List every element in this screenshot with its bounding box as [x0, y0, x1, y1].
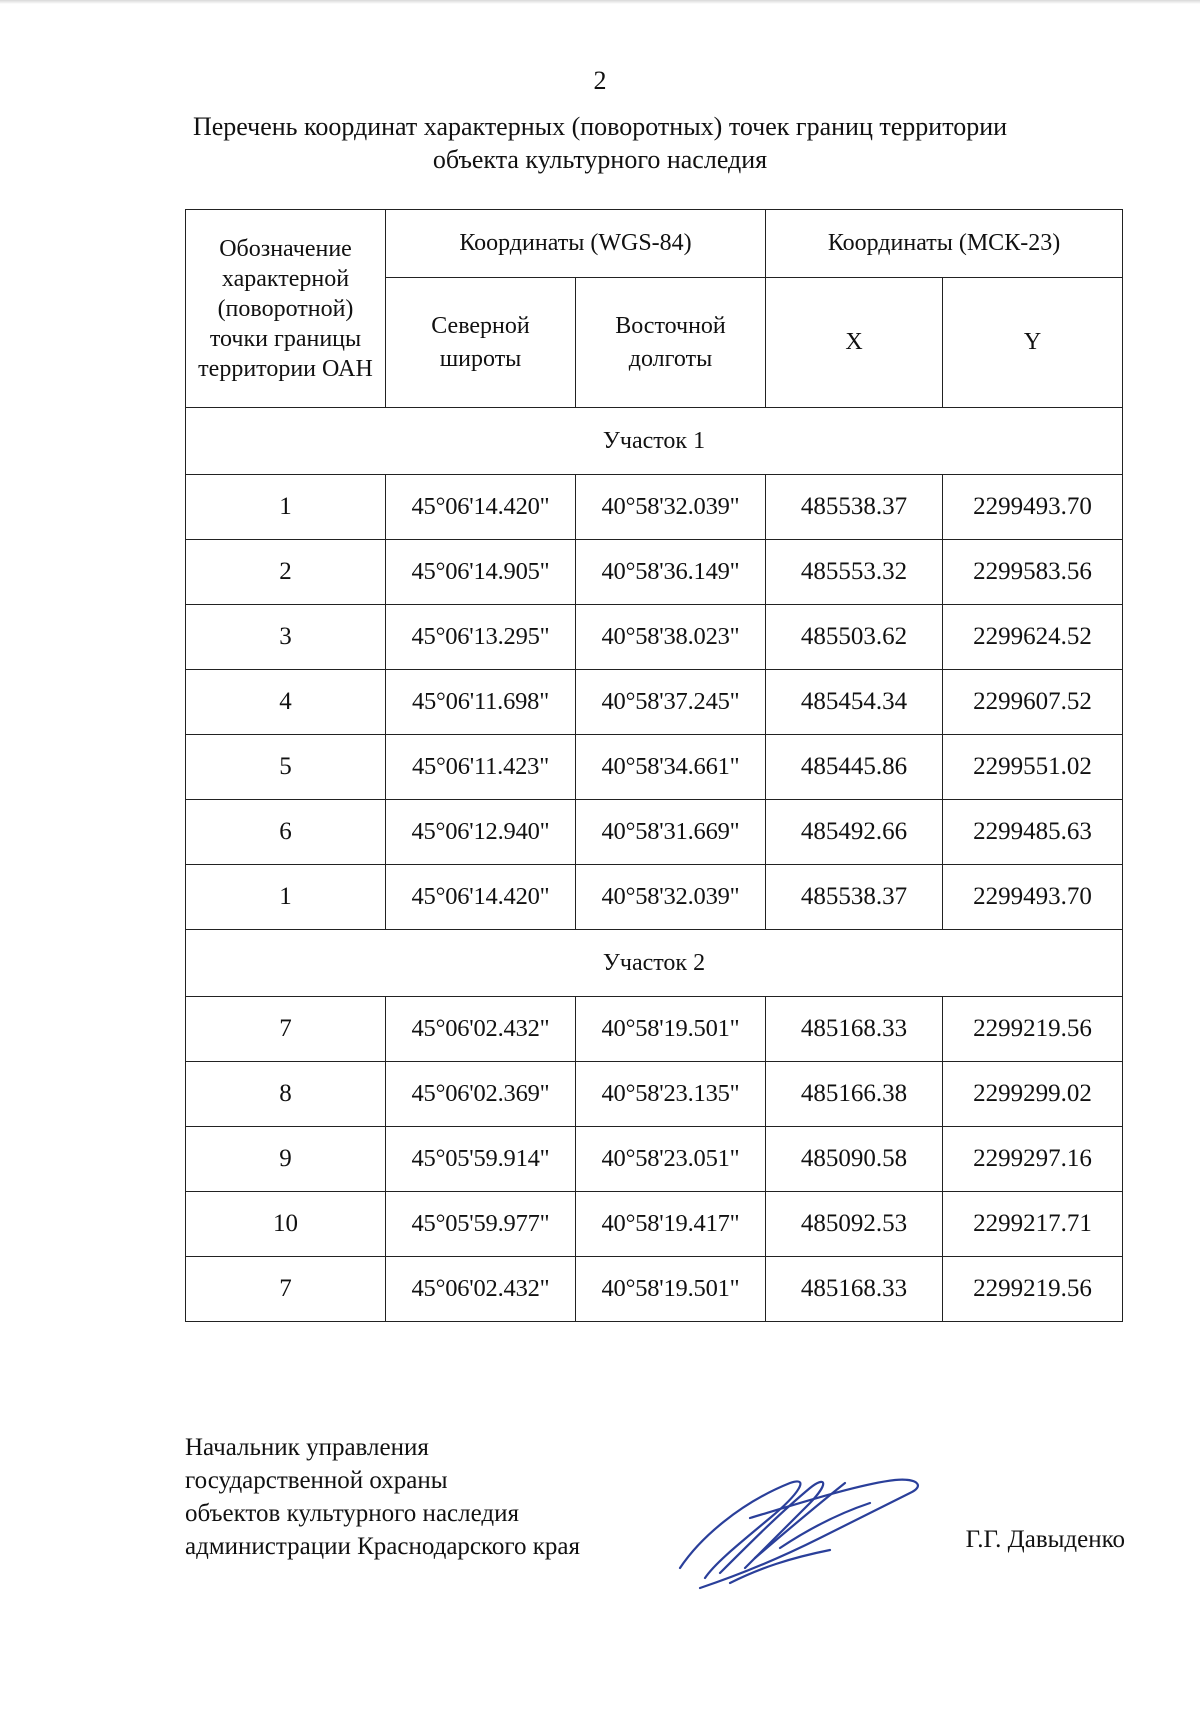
cell-longitude: 40°58'31.669" — [576, 800, 766, 865]
table-row — [186, 1192, 1123, 1257]
cell-y: 2299624.52 — [943, 605, 1123, 670]
header-x: X — [766, 278, 943, 408]
document-title — [150, 110, 1050, 176]
header-y: Y — [943, 278, 1123, 408]
cell-longitude: 40°58'36.149" — [576, 540, 766, 605]
cell-x: 485168.33 — [766, 1257, 943, 1322]
position-line: Начальник управления — [185, 1434, 429, 1461]
scan-edge — [0, 0, 1200, 4]
header-point-designation: Обозначение характерной (поворотной) точки границы территории ОАН — [186, 210, 386, 408]
cell-x: 485445.86 — [766, 735, 943, 800]
header-wgs84: Координаты (WGS-84) — [386, 210, 766, 278]
cell-x: 485538.37 — [766, 475, 943, 540]
cell-point-number: 7 — [186, 1257, 386, 1322]
table-row — [186, 735, 1123, 800]
position-line: администрации Краснодарского края — [185, 1533, 581, 1560]
cell-latitude: 45°06'14.420" — [386, 475, 576, 540]
cell-x: 485090.58 — [766, 1127, 943, 1192]
signer-name: Г.Г. Давыденко — [965, 1526, 1125, 1553]
cell-x: 485168.33 — [766, 997, 943, 1062]
cell-longitude: 40°58'38.023" — [576, 605, 766, 670]
cell-point-number: 9 — [186, 1127, 386, 1192]
cell-x: 485092.53 — [766, 1192, 943, 1257]
cell-y: 2299583.56 — [943, 540, 1123, 605]
signatory-position — [185, 1431, 580, 1563]
title-line-2: объекта культурного наследия — [432, 145, 768, 174]
cell-x: 485553.32 — [766, 540, 943, 605]
cell-point-number: 1 — [186, 865, 386, 930]
cell-point-number: 8 — [186, 1062, 386, 1127]
table-row — [186, 605, 1123, 670]
cell-longitude: 40°58'37.245" — [576, 670, 766, 735]
cell-latitude: 45°06'14.905" — [386, 540, 576, 605]
cell-longitude: 40°58'23.135" — [576, 1062, 766, 1127]
cell-latitude: 45°06'14.420" — [386, 865, 576, 930]
table-row — [186, 475, 1123, 540]
cell-point-number: 3 — [186, 605, 386, 670]
cell-point-number: 10 — [186, 1192, 386, 1257]
position-line: объектов культурного наследия — [185, 1500, 519, 1527]
cell-y: 2299299.02 — [943, 1062, 1123, 1127]
section-title: Участок 1 — [186, 408, 1123, 475]
table-row — [186, 1127, 1123, 1192]
cell-latitude: 45°06'11.698" — [386, 670, 576, 735]
handwritten-signature — [660, 1458, 960, 1598]
cell-latitude: 45°06'11.423" — [386, 735, 576, 800]
cell-latitude: 45°06'13.295" — [386, 605, 576, 670]
cell-latitude: 45°05'59.914" — [386, 1127, 576, 1192]
cell-latitude: 45°06'12.940" — [386, 800, 576, 865]
cell-point-number: 6 — [186, 800, 386, 865]
header-longitude: Восточной долготы — [576, 278, 766, 408]
cell-y: 2299493.70 — [943, 475, 1123, 540]
cell-y: 2299485.63 — [943, 800, 1123, 865]
section-row — [186, 408, 1123, 475]
cell-point-number: 2 — [186, 540, 386, 605]
table-row — [186, 540, 1123, 605]
cell-y: 2299219.56 — [943, 1257, 1123, 1322]
cell-longitude: 40°58'23.051" — [576, 1127, 766, 1192]
cell-point-number: 1 — [186, 475, 386, 540]
title-line-1: Перечень координат характерных (поворотных) точек границ территории — [192, 112, 1008, 141]
cell-latitude: 45°06'02.432" — [386, 997, 576, 1062]
table-header — [186, 210, 1123, 408]
cell-y: 2299217.71 — [943, 1192, 1123, 1257]
cell-y: 2299219.56 — [943, 997, 1123, 1062]
header-latitude: Северной широты — [386, 278, 576, 408]
cell-latitude: 45°06'02.432" — [386, 1257, 576, 1322]
cell-y: 2299493.70 — [943, 865, 1123, 930]
cell-x: 485492.66 — [766, 800, 943, 865]
table-row — [186, 1062, 1123, 1127]
cell-x: 485454.34 — [766, 670, 943, 735]
cell-longitude: 40°58'19.501" — [576, 997, 766, 1062]
table-row — [186, 865, 1123, 930]
cell-y: 2299297.16 — [943, 1127, 1123, 1192]
table-row — [186, 997, 1123, 1062]
cell-x: 485166.38 — [766, 1062, 943, 1127]
cell-x: 485503.62 — [766, 605, 943, 670]
cell-point-number: 4 — [186, 670, 386, 735]
table-row — [186, 800, 1123, 865]
cell-y: 2299607.52 — [943, 670, 1123, 735]
table-row — [186, 670, 1123, 735]
cell-y: 2299551.02 — [943, 735, 1123, 800]
cell-longitude: 40°58'19.417" — [576, 1192, 766, 1257]
cell-point-number: 5 — [186, 735, 386, 800]
table-row — [186, 1257, 1123, 1322]
cell-longitude: 40°58'32.039" — [576, 865, 766, 930]
section-title: Участок 2 — [186, 930, 1123, 997]
cell-point-number: 7 — [186, 997, 386, 1062]
cell-longitude: 40°58'32.039" — [576, 475, 766, 540]
table-body — [186, 408, 1123, 1322]
position-line: государственной охраны — [185, 1467, 448, 1494]
section-row — [186, 930, 1123, 997]
page-number: 2 — [593, 66, 607, 95]
cell-latitude: 45°05'59.977" — [386, 1192, 576, 1257]
header-msk23: Координаты (МСК-23) — [766, 210, 1123, 278]
coordinates-table — [185, 209, 1123, 1322]
cell-x: 485538.37 — [766, 865, 943, 930]
cell-latitude: 45°06'02.369" — [386, 1062, 576, 1127]
cell-longitude: 40°58'19.501" — [576, 1257, 766, 1322]
cell-longitude: 40°58'34.661" — [576, 735, 766, 800]
